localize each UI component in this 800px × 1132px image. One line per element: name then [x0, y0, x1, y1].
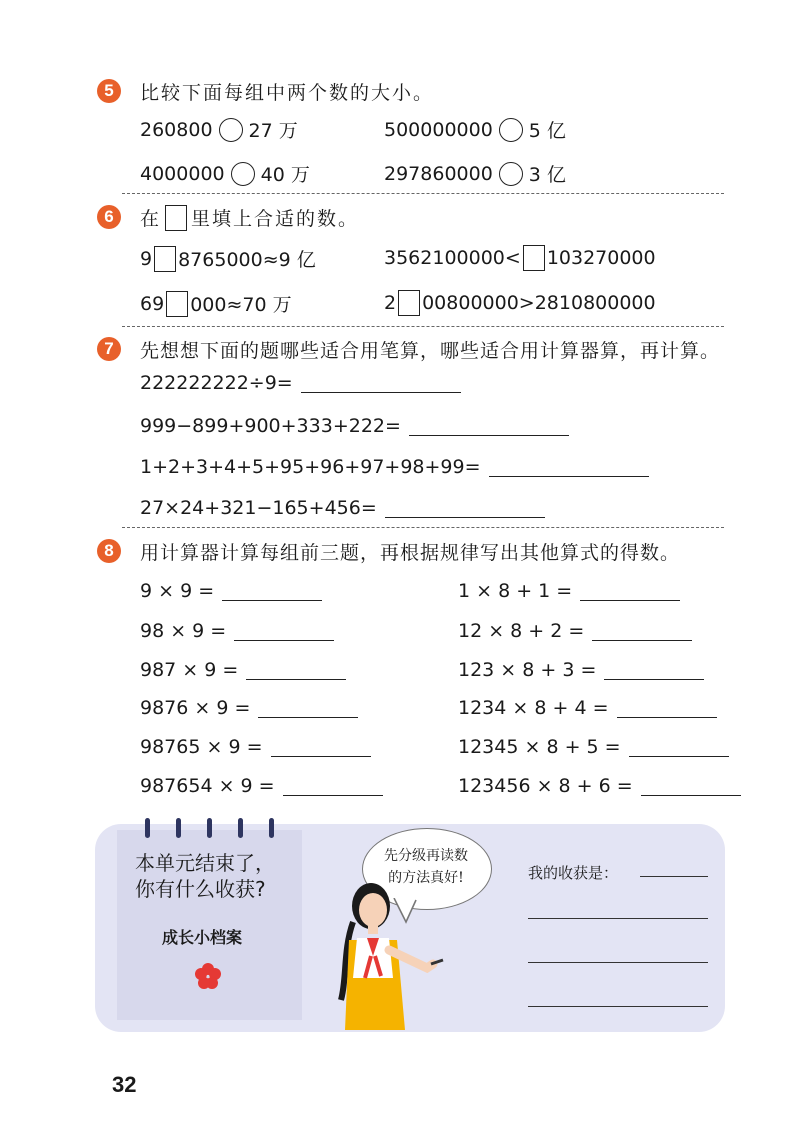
- q5-item-2-right: 5 亿: [528, 120, 566, 142]
- answer-line[interactable]: [629, 738, 729, 757]
- question-number-5: 5: [97, 79, 121, 103]
- q6-title-b: 里填上合适的数。: [191, 208, 360, 230]
- summary-line-1: 本单元结束了，: [135, 851, 275, 875]
- q5-item-3: [140, 160, 310, 187]
- answer-line[interactable]: [234, 622, 334, 641]
- growth-file-label: 成长小档案: [162, 928, 243, 947]
- q8-right-expr: 12345 × 8 + 5 =: [458, 736, 621, 758]
- q6-item-1-b: 8765000≈9 亿: [178, 249, 316, 271]
- gain-label: 我的收获是：: [528, 864, 619, 882]
- q8-right-5: [458, 736, 729, 758]
- q6-item-1: [140, 245, 316, 272]
- q7-expr-1: 222222222÷9=: [140, 372, 293, 394]
- question-number-7: 7: [97, 337, 121, 361]
- binder-ring: [176, 818, 181, 838]
- binder-ring: [269, 818, 274, 838]
- q8-left-4: [140, 697, 358, 719]
- question-number-8: 8: [97, 539, 121, 563]
- blank-box: [165, 205, 187, 231]
- gain-line[interactable]: [640, 876, 708, 877]
- answer-line[interactable]: [385, 499, 545, 518]
- q6-title: [140, 204, 359, 231]
- q7-expr-4: 27×24+321−165+456=: [140, 497, 377, 519]
- q5-item-1-right: 27 万: [248, 120, 298, 142]
- binder-ring: [238, 818, 243, 838]
- compare-circle[interactable]: [231, 162, 255, 186]
- compare-circle[interactable]: [499, 118, 523, 142]
- binder-ring: [145, 818, 150, 838]
- q7-title: 先想想下面的题哪些适合用笔算，哪些适合用计算器算，再计算。: [140, 340, 721, 362]
- answer-line[interactable]: [409, 417, 569, 436]
- compare-circle[interactable]: [219, 118, 243, 142]
- q5-item-2-left: 500000000: [384, 118, 493, 141]
- q8-left-2: [140, 620, 334, 642]
- q8-right-expr: 1234 × 8 + 4 =: [458, 697, 609, 719]
- q6-item-4-a: 2: [384, 292, 397, 314]
- q5-item-1: [140, 116, 298, 143]
- gain-line[interactable]: [528, 1006, 708, 1007]
- q8-right-expr: 12 × 8 + 2 =: [458, 620, 585, 642]
- binder-ring: [207, 818, 212, 838]
- q6-title-a: 在: [140, 208, 162, 230]
- answer-line[interactable]: [489, 458, 649, 477]
- q5-item-4-left: 297860000: [384, 162, 493, 185]
- q7-item-4: [140, 497, 545, 519]
- q8-left-expr: 9 × 9 =: [140, 580, 215, 602]
- gain-line[interactable]: [528, 918, 708, 919]
- q5-item-1-left: 260800: [140, 118, 213, 141]
- q8-left-1: [140, 580, 322, 602]
- q8-title: 用计算器计算每组前三题，再根据规律写出其他算式的得数。: [140, 542, 681, 564]
- answer-line[interactable]: [222, 582, 322, 601]
- q6-item-1-a: 9: [140, 247, 153, 270]
- question-number-6: 6: [97, 205, 121, 229]
- q6-item-3-a: 69: [140, 292, 165, 315]
- answer-line[interactable]: [283, 777, 383, 796]
- q8-right-1: [458, 580, 680, 602]
- bubble-line-1: 先分级再读数: [384, 848, 468, 864]
- q8-left-expr: 98765 × 9 =: [140, 736, 263, 758]
- answer-line[interactable]: [301, 374, 461, 393]
- answer-line[interactable]: [641, 777, 741, 796]
- answer-line[interactable]: [617, 699, 717, 718]
- q7-expr-3: 1+2+3+4+5+95+96+97+98+99=: [140, 456, 481, 478]
- q8-left-5: [140, 736, 371, 758]
- summary-question: [135, 850, 275, 902]
- q6-item-2-a: 3562100000<: [384, 247, 521, 269]
- divider: [122, 326, 724, 327]
- q7-item-3: [140, 456, 649, 478]
- q8-left-expr: 98 × 9 =: [140, 620, 227, 642]
- answer-line[interactable]: [246, 661, 346, 680]
- girl-illustration: [335, 860, 455, 1032]
- q8-right-3: [458, 659, 704, 681]
- compare-circle[interactable]: [499, 162, 523, 186]
- answer-line[interactable]: [580, 582, 680, 601]
- divider: [122, 193, 724, 194]
- q8-left-expr: 9876 × 9 =: [140, 697, 251, 719]
- answer-line[interactable]: [604, 661, 704, 680]
- q5-item-2: [384, 116, 566, 143]
- q8-right-2: [458, 620, 692, 642]
- bubble-line-2: 的方法真好!: [388, 870, 464, 886]
- q8-left-6: [140, 775, 383, 797]
- q8-left-3: [140, 659, 346, 681]
- q7-item-1: [140, 372, 461, 394]
- q5-item-4-right: 3 亿: [528, 164, 566, 186]
- q5-title: 比较下面每组中两个数的大小。: [140, 82, 435, 104]
- q8-right-expr: 1 × 8 + 1 =: [458, 580, 573, 602]
- answer-line[interactable]: [271, 738, 371, 757]
- fill-box[interactable]: [154, 246, 176, 272]
- q6-item-2: [384, 245, 656, 271]
- q5-item-3-right: 40 万: [260, 164, 310, 186]
- fill-box[interactable]: [523, 245, 545, 271]
- q8-right-expr: 123 × 8 + 3 =: [458, 659, 597, 681]
- q7-item-2: [140, 415, 569, 437]
- q6-item-2-b: 103270000: [546, 247, 656, 269]
- q5-item-3-left: 4000000: [140, 162, 225, 185]
- gain-line[interactable]: [528, 962, 708, 963]
- flower-icon: [193, 961, 223, 991]
- page-number: 32: [112, 1072, 137, 1097]
- answer-line[interactable]: [592, 622, 692, 641]
- q7-expr-2: 999−899+900+333+222=: [140, 415, 401, 437]
- q8-right-4: [458, 697, 717, 719]
- answer-line[interactable]: [258, 699, 358, 718]
- q6-item-3: [140, 290, 292, 317]
- fill-box[interactable]: [398, 290, 420, 316]
- q5-item-4: [384, 160, 566, 187]
- divider: [122, 527, 724, 528]
- q6-item-4: [384, 290, 656, 316]
- q8-left-expr: 987654 × 9 =: [140, 775, 275, 797]
- q8-left-expr: 987 × 9 =: [140, 659, 239, 681]
- q6-item-3-b: 000≈70 万: [190, 294, 292, 316]
- summary-line-2: 你有什么收获?: [135, 877, 266, 901]
- q6-item-4-b: 00800000>2810800000: [422, 292, 656, 314]
- fill-box[interactable]: [166, 291, 188, 317]
- q8-right-expr: 123456 × 8 + 6 =: [458, 775, 633, 797]
- q8-right-6: [458, 775, 741, 797]
